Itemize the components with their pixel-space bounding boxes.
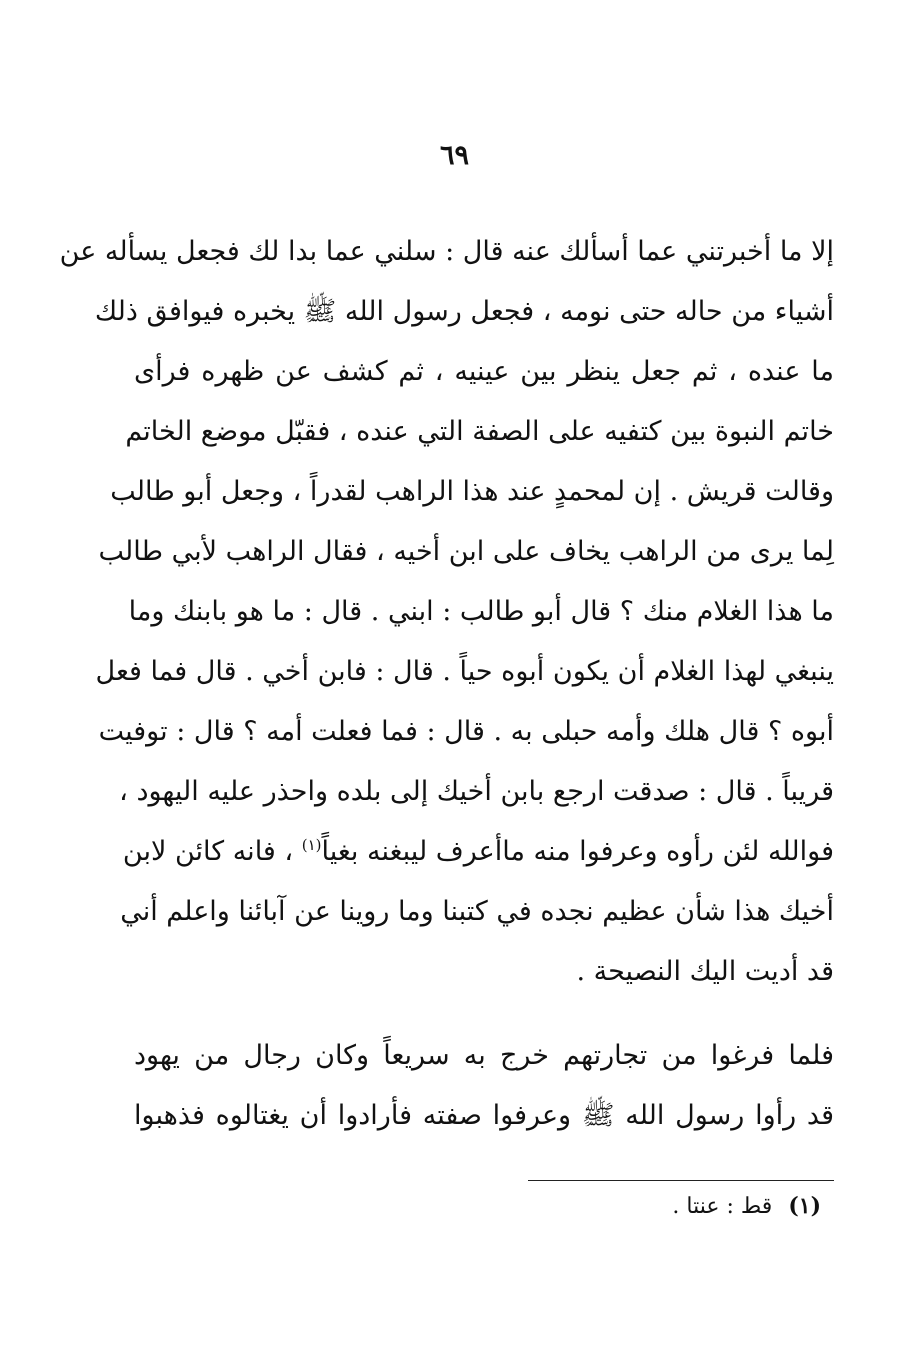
text-line: ما عنده ، ثم جعل ينظر بين عينيه ، ثم كشف عن ظهره فرأى <box>134 356 834 387</box>
text-line: فلما فرغوا من تجارتهم خرج به سريعاً وكان رجال من يهود <box>134 1040 834 1071</box>
text-line: إلا ما أخبرتني عما أسألك عنه قال : سلني عما بدا لك فجعل يسأله عن <box>59 236 834 267</box>
text-line: أبوه ؟ قال هلك وأمه حبلى به . قال : فما فعلت أمه ؟ قال : توفيت <box>98 716 834 747</box>
text-line: قد أديت اليك النصيحة . <box>576 956 834 987</box>
footnote-text: قط : عنتا . <box>672 1194 773 1219</box>
text-line: ما هذا الغلام منك ؟ قال أبو طالب : ابني . قال : ما هو بابنك وما <box>128 596 834 627</box>
text-line-with-footnote <box>122 822 834 882</box>
text-line: أخيك هذا شأن عظيم نجده في كتبنا وما روينا عن آبائنا واعلم أني <box>120 896 834 927</box>
footnote-marker[interactable]: (١) <box>301 836 322 854</box>
footnote-divider <box>528 1180 834 1181</box>
text-line: قد رأوا رسول الله ﷺ وعرفوا صفته فأرادوا أن يغتالوه فذهبوا <box>134 1100 834 1131</box>
line-segment: ، فانه كائن لابن <box>122 836 302 867</box>
text-line: قريباً . قال : صدقت ارجع بابن أخيك إلى بلده واحذر عليه اليهود ، <box>119 776 834 807</box>
paragraph-1 <box>59 222 834 1002</box>
text-line: لِما يرى من الراهب يخاف على ابن أخيه ، فقال الراهب لأبي طالب <box>98 536 834 567</box>
text-line: خاتم النبوة بين كتفيه على الصفة التي عنده ، فقبّل موضع الخاتم <box>125 416 834 447</box>
page-number: ٦٩ <box>439 140 469 171</box>
line-segment: فوالله لئن رأوه وعرفوا منه ماأعرف ليبغنه بغياً <box>321 836 834 867</box>
footnote-number: (١) <box>788 1193 821 1219</box>
text-line: ينبغي لهذا الغلام أن يكون أبوه حياً . قال : فابن أخي . قال فما فعل <box>95 656 834 687</box>
text-line: وقالت قريش . إن لمحمدٍ عند هذا الراهب لقدراً ، وجعل أبو طالب <box>110 476 834 507</box>
text-line: أشياء من حاله حتى نومه ، فجعل رسول الله ﷺ يخبره فيوافق ذلك <box>94 296 834 327</box>
footnote <box>672 1188 821 1225</box>
paragraph-2 <box>134 1026 834 1146</box>
paragraph-gap <box>134 1002 834 1026</box>
main-text <box>59 222 834 1146</box>
